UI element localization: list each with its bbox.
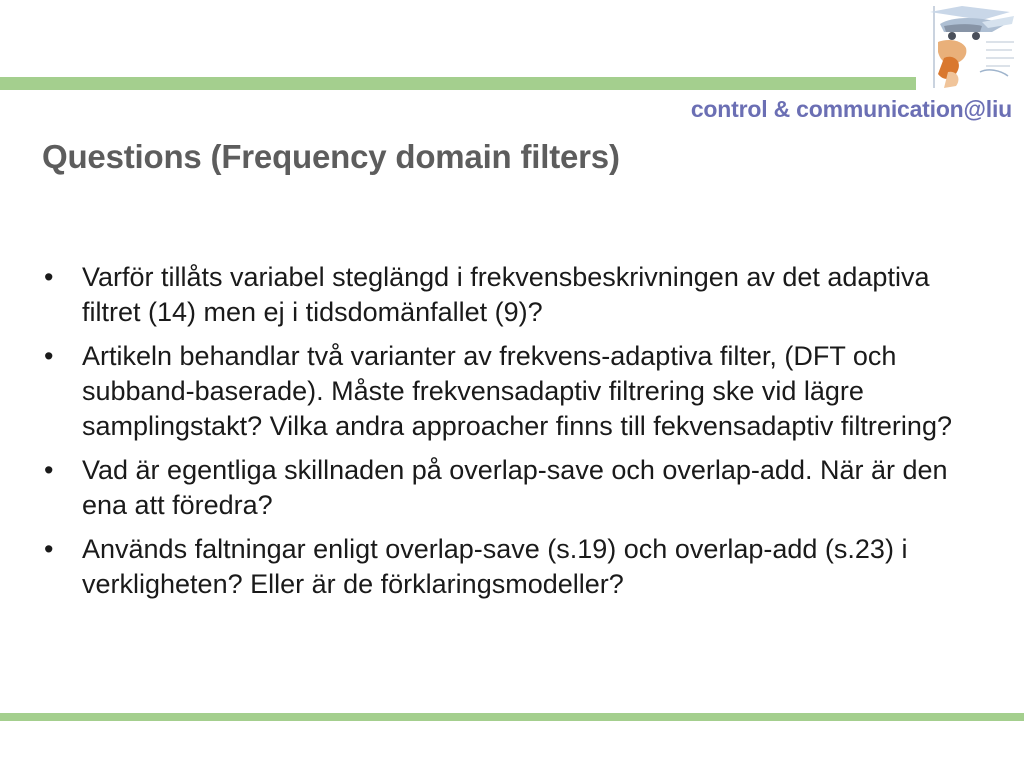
- bottom-accent-bar: [0, 713, 1024, 721]
- bullet-list: [42, 260, 972, 611]
- bullet-dot-icon: •: [44, 455, 54, 485]
- bullet-text: Varför tillåts variabel steglängd i frekvensbeskrivningen av det adaptiva filtret (14) men ej i tidsdomänfallet (9)?: [82, 262, 930, 327]
- logo-illustration-icon: [922, 2, 1020, 92]
- bullet-text: Vad är egentliga skillnaden på overlap-save och overlap-add. När är den ena att föredra?: [82, 455, 948, 520]
- slide-title: Questions (Frequency domain filters): [42, 138, 620, 175]
- bullet-text: Artikeln behandlar två varianter av frekvens-adaptiva filter, (DFT och subband-baserade). Måste frekvensadaptiv filtrering ske vid lägre samplingstakt? Vilka andra approacher finns till fekvensadaptiv filtrering?: [82, 341, 952, 441]
- brand-label: control & communication@liu: [690, 96, 1012, 122]
- bullet-dot-icon: •: [44, 534, 54, 564]
- bullet-text: Används faltningar enligt overlap-save (s.19) och overlap-add (s.23) i verkligheten? Eller är de förklaringsmodeller?: [82, 534, 908, 599]
- list-item: [42, 532, 972, 602]
- bullet-dot-icon: •: [44, 341, 54, 371]
- bullet-dot-icon: •: [44, 262, 54, 292]
- list-item: [42, 453, 972, 523]
- top-accent-bar: [0, 77, 916, 90]
- list-item: [42, 260, 972, 330]
- list-item: [42, 339, 972, 444]
